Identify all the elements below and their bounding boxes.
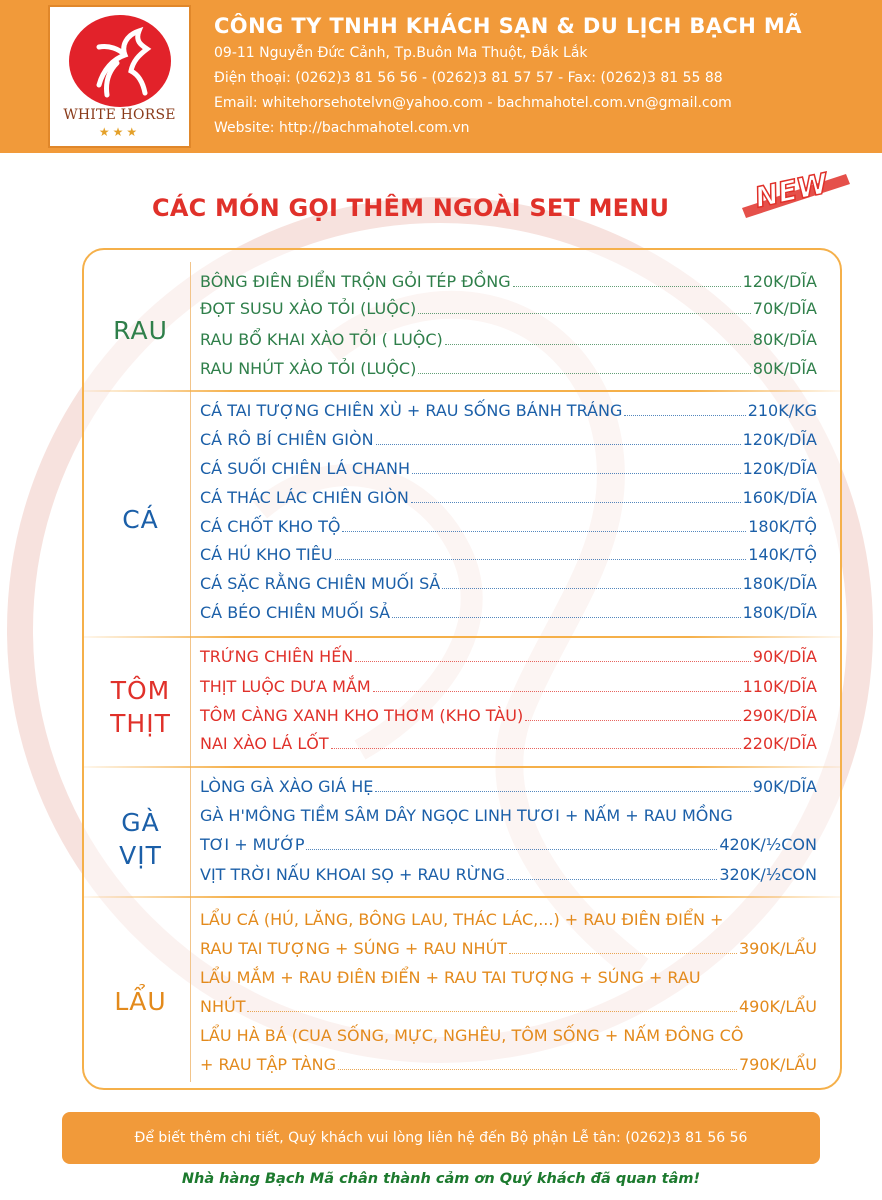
item-name: ĐỌT SUSU XÀO TỎI (LUỘC) xyxy=(200,299,417,318)
leader-dots xyxy=(331,736,741,749)
leader-dots xyxy=(411,490,741,503)
menu-item xyxy=(200,430,817,456)
item-name: CÁ RÔ BÍ CHIÊN GIÒN xyxy=(200,430,374,449)
item-name: THỊT LUỘC DƯA MẮM xyxy=(200,677,371,696)
item-name: RAU NHÚT XÀO TỎI (LUỘC) xyxy=(200,359,417,378)
hotel-logo xyxy=(48,5,191,148)
menu-item xyxy=(200,299,817,325)
item-price: 80K/DĨA xyxy=(752,359,817,378)
leader-dots xyxy=(509,941,737,954)
item-price: 120K/DĨA xyxy=(742,430,817,449)
item-name: LÒNG GÀ XÀO GIÁ HẸ xyxy=(200,777,374,796)
item-price: 210K/KG xyxy=(747,401,817,420)
menu-item xyxy=(200,401,817,427)
horse-logo-icon xyxy=(69,15,171,107)
menu-item xyxy=(200,734,817,760)
item-price: 420K/½CON xyxy=(719,835,817,854)
menu-item xyxy=(200,517,817,543)
category-tom-thit xyxy=(88,674,193,740)
menu-item xyxy=(200,706,817,732)
leader-dots xyxy=(375,779,750,792)
category-ga-label: GÀ xyxy=(121,808,160,837)
item-price: 70K/DĨA xyxy=(752,299,817,318)
section-divider xyxy=(84,636,840,638)
header-banner xyxy=(0,0,882,153)
item-price: 80K/DĨA xyxy=(752,330,817,349)
item-name: LẨU CÁ (HÚ, LĂNG, BÔNG LAU, THÁC LÁC,...) + RAU ĐIÊN ĐIỂN + xyxy=(200,910,724,929)
item-price: 490K/LẨU xyxy=(739,997,817,1016)
category-rau: RAU xyxy=(113,316,168,345)
item-name: CÁ SUỐI CHIÊN LÁ CHANH xyxy=(200,459,411,478)
leader-dots xyxy=(442,576,740,589)
item-name: VỊT TRỜI NẤU KHOAI SỌ + RAU RỪNG xyxy=(200,865,505,884)
item-price: 120K/DĨA xyxy=(742,459,817,478)
company-phone: Điện thoại: (0262)3 81 56 56 - (0262)3 81 57 57 - Fax: (0262)3 81 55 88 xyxy=(214,70,723,86)
category-divider-line xyxy=(190,262,191,1082)
item-price: 790K/LẨU xyxy=(739,1055,817,1074)
menu-item-line xyxy=(200,1026,817,1052)
item-name: RAU BỔ KHAI XÀO TỎI ( LUỘC) xyxy=(200,330,443,349)
leader-dots xyxy=(412,461,741,474)
leader-dots xyxy=(373,679,741,692)
company-email[interactable]: Email: whitehorsehotelvn@yahoo.com - bachmahotel.com.vn@gmail.com xyxy=(214,95,732,111)
item-price: 140K/TỘ xyxy=(748,545,817,564)
item-name: CÁ HÚ KHO TIÊU xyxy=(200,545,333,564)
item-name: GÀ H'MÔNG TIỀM SÂM DÂY NGỌC LINH TƯƠI + NẤM + RAU MỒNG xyxy=(200,806,733,825)
menu-item xyxy=(200,777,817,803)
menu-item xyxy=(200,677,817,703)
item-name: NAI XÀO LÁ LỐT xyxy=(200,734,329,753)
item-name: TÔM CÀNG XANH KHO THƠM (KHO TÀU) xyxy=(200,706,524,725)
menu-item xyxy=(200,647,817,673)
item-price: 320K/½CON xyxy=(719,865,817,884)
item-name: TRỨNG CHIÊN HẾN xyxy=(200,647,354,666)
new-badge xyxy=(736,160,856,220)
section-divider xyxy=(84,390,840,392)
menu-item xyxy=(200,330,817,356)
leader-dots xyxy=(306,837,717,850)
menu-item-line xyxy=(200,806,817,832)
item-price: 290K/DĨA xyxy=(742,706,817,725)
company-address: 09-11 Nguyễn Đức Cảnh, Tp.Buôn Ma Thuột, Đắk Lắk xyxy=(214,45,588,61)
menu-item-line xyxy=(200,910,817,936)
leader-dots xyxy=(335,547,747,560)
category-tom-label: TÔM xyxy=(110,676,171,705)
menu-item xyxy=(200,865,817,891)
item-price: 110K/DĨA xyxy=(742,677,817,696)
leader-dots xyxy=(392,605,741,618)
item-name: + RAU TẬP TÀNG xyxy=(200,1055,336,1074)
item-name: CÁ SẶC RẰNG CHIÊN MUỐI SẢ xyxy=(200,574,441,593)
company-website[interactable]: Website: http://bachmahotel.com.vn xyxy=(214,120,470,136)
leader-dots xyxy=(624,403,745,416)
item-name: BÔNG ĐIÊN ĐIỂN TRỘN GỎI TÉP ĐỒNG xyxy=(200,272,511,291)
item-name: CÁ BÉO CHIÊN MUỐI SẢ xyxy=(200,603,391,622)
menu-item xyxy=(200,574,817,600)
section-divider xyxy=(84,896,840,898)
item-price: 90K/DĨA xyxy=(752,777,817,796)
item-name: TƠI + MƯỚP xyxy=(200,835,305,854)
item-price: 120K/DĨA xyxy=(742,272,817,291)
category-ga-vit xyxy=(88,806,193,872)
company-name: CÔNG TY TNHH KHÁCH SẠN & DU LỊCH BẠCH MÃ xyxy=(214,14,802,38)
menu-item xyxy=(200,459,817,485)
thank-you-note: Nhà hàng Bạch Mã chân thành cảm ơn Quý khách đã quan tâm! xyxy=(181,1171,701,1187)
menu-item xyxy=(200,1055,817,1081)
menu-item xyxy=(200,997,817,1023)
category-ca: CÁ xyxy=(122,505,159,534)
item-name: NHÚT xyxy=(200,997,246,1016)
item-name: CÁ CHỐT KHO TỘ xyxy=(200,517,341,536)
leader-dots xyxy=(513,274,741,287)
leader-dots xyxy=(342,519,746,532)
item-name: CÁ THÁC LÁC CHIÊN GIÒN xyxy=(200,488,409,507)
menu-item-line xyxy=(200,968,817,994)
item-price: 220K/DĨA xyxy=(742,734,817,753)
item-name: LẨU MẮM + RAU ĐIÊN ĐIỂN + RAU TAI TƯỢNG + SÚNG + RAU xyxy=(200,968,701,987)
item-price: 90K/DĨA xyxy=(752,647,817,666)
menu-item xyxy=(200,272,817,298)
leader-dots xyxy=(376,432,741,445)
footer-contact-bar: Để biết thêm chi tiết, Quý khách vui lòng liên hệ đến Bộ phận Lễ tân: (0262)3 81 56 56 xyxy=(62,1112,820,1164)
category-vit-label: VỊT xyxy=(119,841,162,870)
item-price: 180K/DĨA xyxy=(742,603,817,622)
category-lau: LẨU xyxy=(114,987,167,1016)
item-price: 390K/LẨU xyxy=(739,939,817,958)
item-name: CÁ TAI TƯỢNG CHIÊN XÙ + RAU SỐNG BÁNH TRÁNG xyxy=(200,401,623,420)
leader-dots xyxy=(507,867,717,880)
leader-dots xyxy=(525,708,740,721)
menu-item xyxy=(200,939,817,965)
category-thit-label: THỊT xyxy=(110,709,171,738)
menu-item xyxy=(200,545,817,571)
menu-item xyxy=(200,359,817,385)
menu-title: CÁC MÓN GỌI THÊM NGOÀI SET MENU xyxy=(152,194,670,222)
item-name: RAU TAI TƯỢNG + SÚNG + RAU NHÚT xyxy=(200,939,508,958)
menu-item xyxy=(200,835,817,861)
logo-stars: ★★★ xyxy=(98,125,141,139)
leader-dots xyxy=(418,361,750,374)
item-price: 180K/TỘ xyxy=(748,517,817,536)
menu-item xyxy=(200,488,817,514)
leader-dots xyxy=(338,1057,737,1070)
leader-dots xyxy=(247,999,737,1012)
logo-text: WHITE HORSE xyxy=(63,107,176,123)
new-badge-text: NEW xyxy=(751,166,831,215)
section-divider xyxy=(84,766,840,768)
item-price: 180K/DĨA xyxy=(742,574,817,593)
leader-dots xyxy=(418,301,751,314)
leader-dots xyxy=(355,649,751,662)
leader-dots xyxy=(445,332,751,345)
item-name: LẨU HÀ BÁ (CUA SỐNG, MỰC, NGHÊU, TÔM SỐNG + NẤM ĐÔNG CÔ xyxy=(200,1026,744,1045)
item-price: 160K/DĨA xyxy=(742,488,817,507)
menu-item xyxy=(200,603,817,629)
